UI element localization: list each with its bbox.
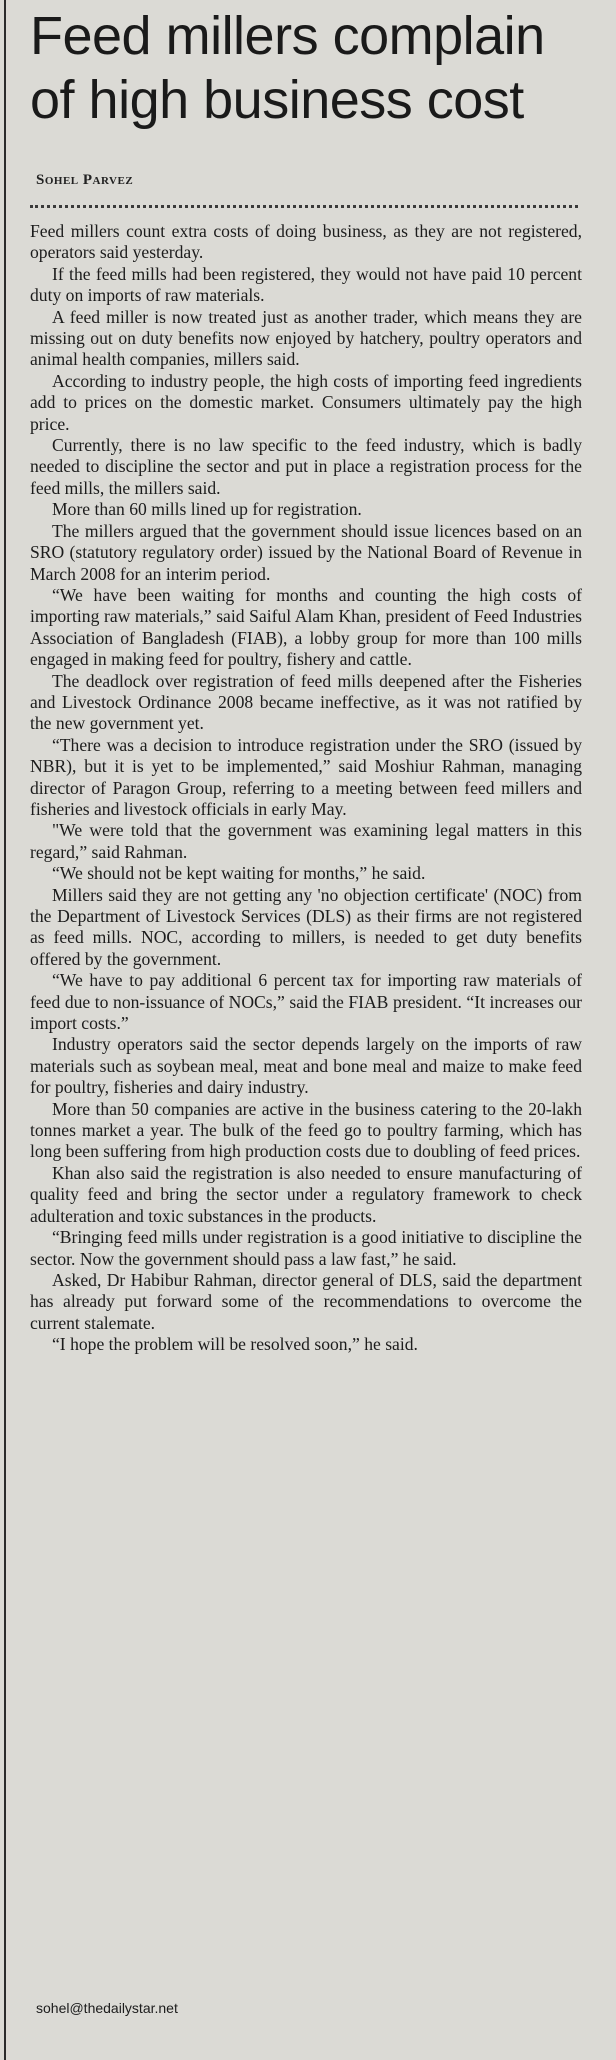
paragraph: Feed millers count extra costs of doing business, as they are not registered, operators said yesterday. — [30, 221, 582, 263]
paragraph: A feed miller is now treated just as another trader, which means they are missing out on duty benefits now enjoyed by hatchery, poultry operators and animal health companies, millers said. — [30, 306, 582, 370]
paragraph: “We should not be kept waiting for months,” he said. — [52, 863, 426, 884]
paragraph: Asked, Dr Habibur Rahman, director general of DLS, said the department has already put forward some of the recommendations to overcome the current stalemate. — [30, 1269, 582, 1333]
paragraph: More than 50 companies are active in the business catering to the 20-lakh tonnes market a year. The bulk of the feed go to poultry farming, which has long been suffering from high production costs due to doubling of feed prices. — [30, 1098, 582, 1162]
dotted-divider — [30, 205, 578, 208]
paragraph: Millers said they are not getting any 'no objection certificate' (NOC) from the Department of Livestock Services (DLS) as their firms are not registered as feed mills. NOC, according to millers, is needed to get duty benefits offered by the government. — [30, 884, 582, 969]
byline: Sohel Parvez — [36, 172, 134, 188]
paragraph: Currently, there is no law specific to the feed industry, which is badly needed to discipline the sector and put in place a registration process for the feed mills, the millers said. — [30, 435, 582, 498]
paragraph: According to industry people, the high costs of importing feed ingredients add to prices on the domestic market. Consumers ultimately pay the high price. — [30, 370, 582, 434]
paragraph: “Bringing feed mills under registration is a good initiative to discipline the sector. Now the government should pass a law fast,” he said. — [30, 1227, 582, 1269]
paragraph: The deadlock over registration of feed mills deepened after the Fisheries and Livestock Ordinance 2008 became ineffective, as it was not ratified by the new government yet. — [30, 670, 582, 734]
paragraph: “There was a decision to introduce registration under the SRO (issued by NBR), but it is yet to be implemented,” said Moshiur Rahman, managing director of Paragon Group, referring to a meeting between feed millers and fisheries and livestock officials in early May. — [30, 734, 582, 819]
paragraph: “We have been waiting for months and counting the high costs of importing raw materials,” said Saiful Alam Khan, president of Feed Industries Association of Bangladesh (FIAB), a lobby group for more than 100 mills engaged in making feed for poultry, fishery and cattle. — [30, 584, 582, 670]
paragraph: Khan also said the registration is also needed to ensure manufacturing of quality feed and bring the sector under a regulatory framework to check adulteration and toxic substances in the products. — [30, 1162, 582, 1226]
paragraph: If the feed mills had been registered, they would not have paid 10 percent duty on imports of raw materials. — [30, 263, 582, 306]
paragraph: "We were told that the government was examining legal matters in this regard,” said Rahman. — [30, 820, 582, 862]
paragraph: The millers argued that the government should issue licences based on an SRO (statutory regulatory order) issued by the National Board of Revenue in March 2008 for an interim period. — [30, 520, 582, 584]
author-email: sohel@thedailystar.net — [36, 2000, 178, 2016]
headline-line-2: of high business cost — [30, 70, 524, 130]
article-body — [30, 221, 582, 1356]
paragraph: Industry operators said the sector depends largely on the imports of raw materials such as soybean meal, meat and bone meal and maize to make feed for poultry, fisheries and dairy industry. — [30, 1034, 582, 1098]
paragraph: “I hope the problem will be resolved soon,” he said. — [52, 1334, 418, 1355]
headline-line-1: Feed millers complain — [30, 6, 545, 66]
column-rule — [4, 0, 6, 2060]
paragraph: “We have to pay additional 6 percent tax for importing raw materials of feed due to non-issuance of NOCs,” said the FIAB president. “It increases our import costs.” — [30, 970, 582, 1034]
paragraph: More than 60 mills lined up for registration. — [52, 499, 362, 520]
headline — [30, 4, 600, 132]
